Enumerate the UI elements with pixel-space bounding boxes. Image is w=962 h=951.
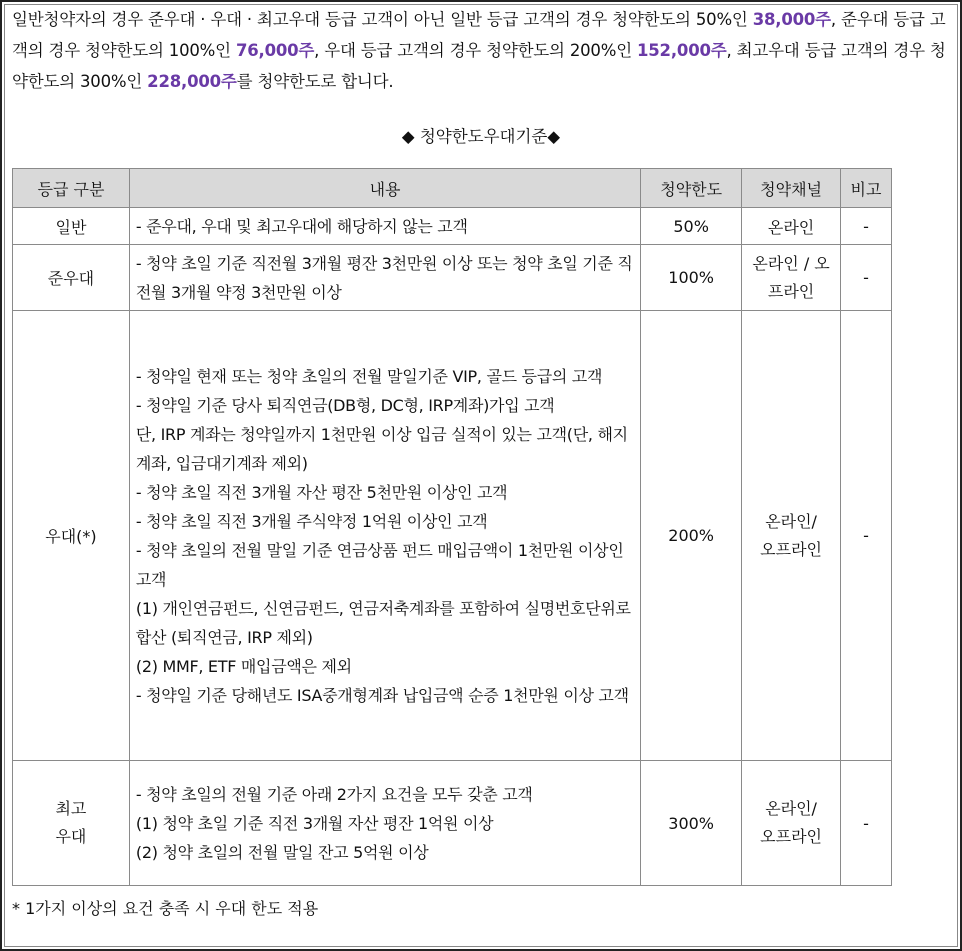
content-line: 단, IRP 계좌는 청약일까지 1천만원 이상 입금 실적이 있는 고객(단, 해지계좌, 입금대기계좌 제외) xyxy=(135,424,628,473)
table-row-general xyxy=(13,208,892,245)
note-cell: - xyxy=(841,245,892,311)
limit-cell: 50% xyxy=(641,208,742,245)
grade-cell: 우대(*) xyxy=(13,311,130,761)
content-cell xyxy=(129,245,640,311)
intro-paragraph xyxy=(12,4,952,97)
intro-text-3: , 우대 등급 고객의 경우 청약한도의 200%인 xyxy=(314,41,637,60)
limit-cell: 100% xyxy=(641,245,742,311)
header-channel: 청약채널 xyxy=(742,169,841,208)
intro-highlight-preferred: 152,000주 xyxy=(637,41,727,60)
content-line: - 청약 초일 기준 직전월 3개월 평잔 3천만원 이상 또는 청약 초일 기준 직전월 3개월 약정 3천만원 이상 xyxy=(135,253,633,302)
content-cell xyxy=(129,311,640,761)
table-header-row xyxy=(13,169,892,208)
content-line: (1) 개인연금펀드, 신연금펀드, 연금저축계좌를 포함하여 실명번호단위로 합산 (퇴직연금, IRP 제외) xyxy=(135,598,631,647)
table-row-semi-preferred xyxy=(13,245,892,311)
footnote: * 1가지 이상의 요건 충족 시 우대 한도 적용 xyxy=(12,899,319,918)
intro-text-2: , 준우대 등급 고객의 경우 청약한도의 100%인 xyxy=(12,10,946,60)
content-cell xyxy=(129,761,640,886)
content-line: - 준우대, 우대 및 최고우대에 해당하지 않는 고객 xyxy=(135,216,468,236)
grade-cell: 일반 xyxy=(13,208,130,245)
section-title: ◆ 청약한도우대기준◆ xyxy=(401,127,561,146)
content-line: - 청약일 기준 당해년도 ISA중개형계좌 납입금액 순증 1천만원 이상 고객 xyxy=(135,685,629,705)
intro-text-5: 를 청약한도로 합니다. xyxy=(236,72,394,91)
subscription-limit-table xyxy=(12,168,892,886)
channel-cell: 온라인/ 오프라인 xyxy=(742,761,841,886)
table-row-top-preferred xyxy=(13,761,892,886)
channel-cell: 온라인/ 오프라인 xyxy=(742,311,841,761)
limit-cell: 300% xyxy=(641,761,742,886)
content-line: (1) 청약 초일 기준 직전 3개월 자산 평잔 1억원 이상 xyxy=(135,813,494,833)
header-limit: 청약한도 xyxy=(641,169,742,208)
channel-cell: 온라인 xyxy=(742,208,841,245)
intro-text-4: , 최고우대 등급 고객의 경우 청약한도의 300%인 xyxy=(12,41,946,91)
content-line: - 청약 초일의 전월 말일 기준 연금상품 펀드 매입금액이 1천만원 이상인 고객 xyxy=(135,540,624,589)
note-cell: - xyxy=(841,311,892,761)
channel-cell: 온라인 / 오프라인 xyxy=(742,245,841,311)
content-line: - 청약 초일 직전 3개월 자산 평잔 5천만원 이상인 고객 xyxy=(135,482,508,502)
table-row-preferred xyxy=(13,311,892,761)
content-line: (2) 청약 초일의 전월 말일 잔고 5억원 이상 xyxy=(135,842,429,862)
header-note: 비고 xyxy=(841,169,892,208)
content-line: (2) MMF, ETF 매입금액은 제외 xyxy=(135,656,352,676)
header-content: 내용 xyxy=(129,169,640,208)
grade-label: 최고 우대 xyxy=(55,799,87,846)
limit-cell: 200% xyxy=(641,311,742,761)
intro-highlight-top-preferred: 228,000주 xyxy=(147,72,237,91)
header-grade: 등급 구분 xyxy=(13,169,130,208)
content-cell xyxy=(129,208,640,245)
content-line: - 청약일 현재 또는 청약 초일의 전월 말일기준 VIP, 골드 등급의 고객 xyxy=(135,366,603,386)
intro-highlight-general: 38,000주 xyxy=(752,10,831,29)
note-cell: - xyxy=(841,761,892,886)
intro-text-1: 일반청약자의 경우 준우대 · 우대 · 최고우대 등급 고객이 아닌 일반 등급 고객의 경우 청약한도의 50%인 xyxy=(12,10,753,29)
grade-cell xyxy=(13,761,130,886)
note-cell: - xyxy=(841,208,892,245)
content-line: - 청약 초일의 전월 기준 아래 2가지 요건을 모두 갖춘 고객 xyxy=(135,784,533,804)
content-line: - 청약 초일 직전 3개월 주식약정 1억원 이상인 고객 xyxy=(135,511,488,531)
content-line: - 청약일 기준 당사 퇴직연금(DB형, DC형, IRP계좌)가입 고객 xyxy=(135,395,555,415)
grade-cell: 준우대 xyxy=(13,245,130,311)
intro-highlight-semi-preferred: 76,000주 xyxy=(235,41,315,60)
